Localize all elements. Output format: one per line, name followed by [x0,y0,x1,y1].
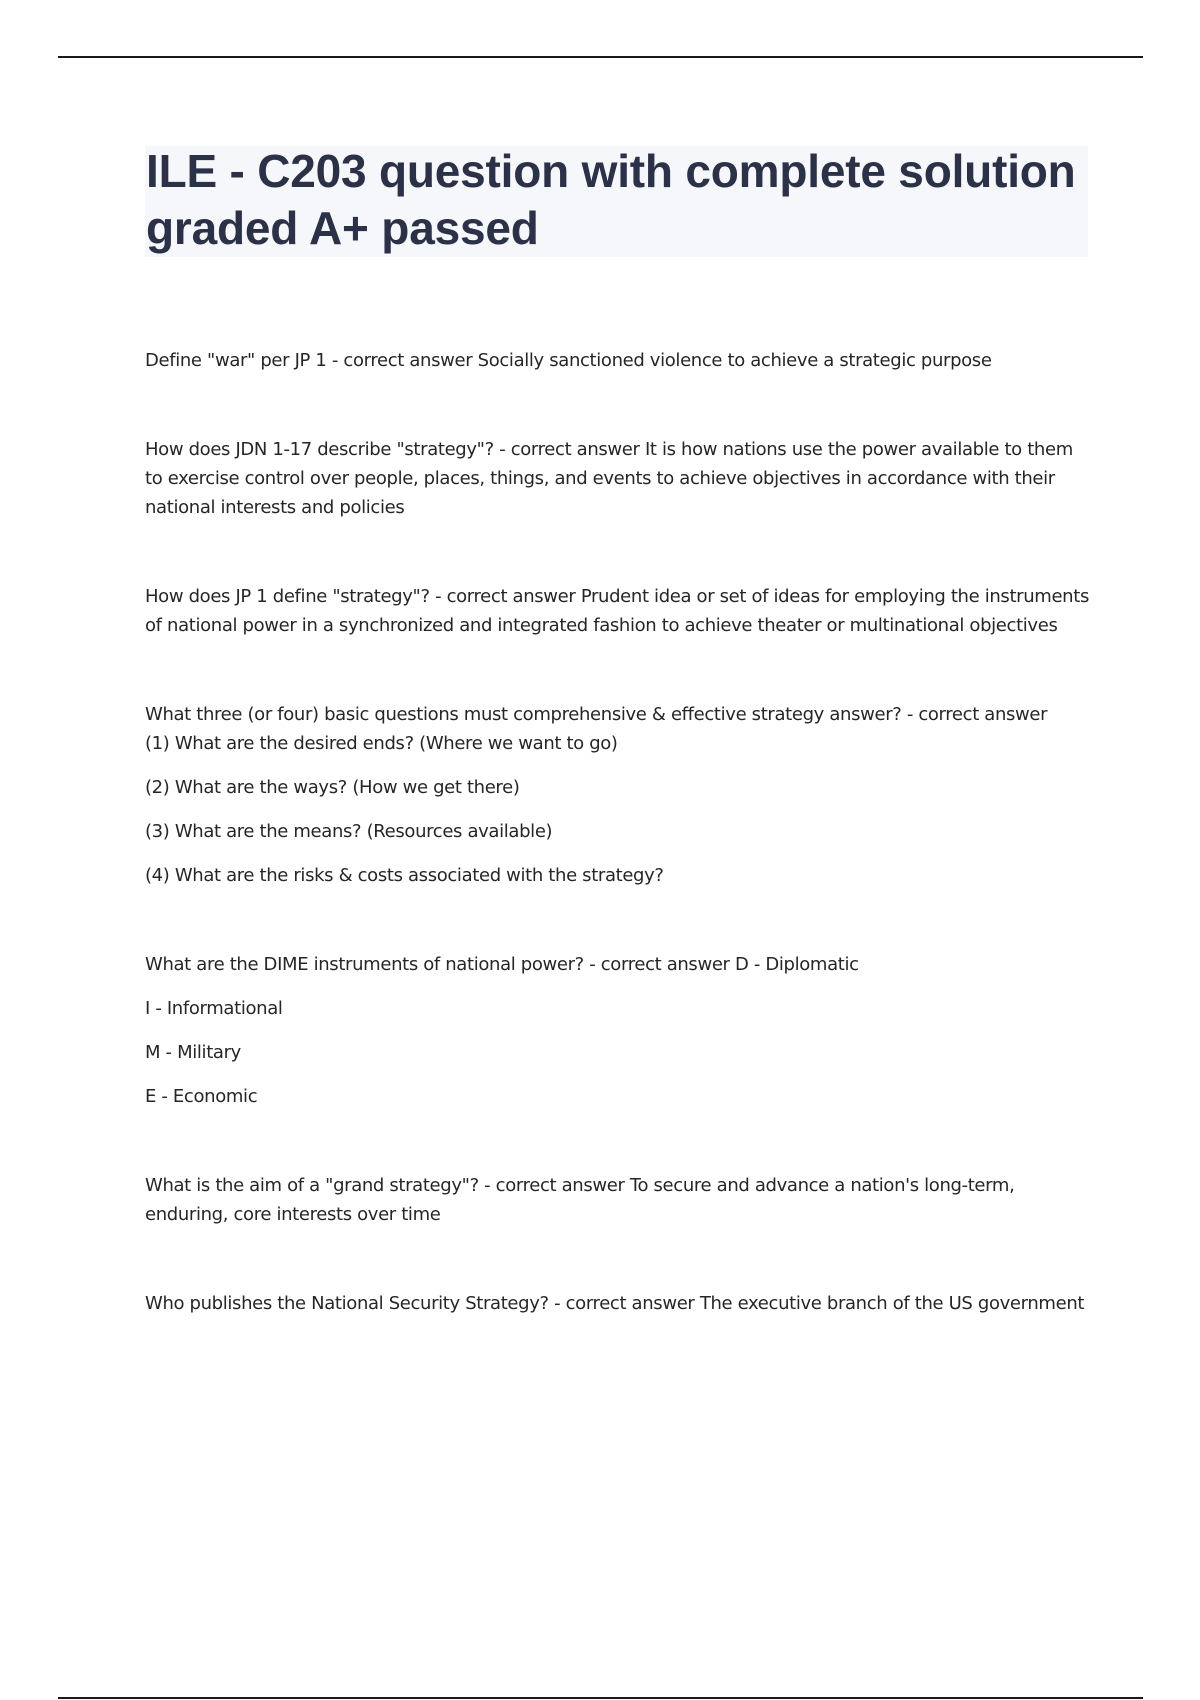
qa-text: What is the aim of a "grand strategy"? - correct answer To secure and advance a nation's long-term, enduring, core interests over time [145,1175,1015,1225]
qa-text: How does JDN 1-17 describe "strategy"? - correct answer It is how nations use the power available to them to exercise control over people, places, things, and events to achieve objectives in accordance with their national interests and policies [145,439,1073,518]
qa-item-jdn-strategy [145,435,1090,522]
qa-text: Who publishes the National Security Strategy? - correct answer The executive branch of the US government [145,1293,1085,1314]
qa-line: M - Military [145,1042,241,1063]
qa-line: (1) What are the desired ends? (Where we want to go) [145,733,618,754]
qa-text: How does JP 1 define "strategy"? - correct answer Prudent idea or set of ideas for employing the instruments of national power in a synchronized and integrated fashion to achieve theater or multinational objectives [145,586,1089,636]
qa-item-nss [145,1289,1090,1318]
qa-text: What three (or four) basic questions must comprehensive & effective strategy answer? - correct answer [145,704,1048,725]
qa-line: I - Informational [145,998,283,1019]
qa-item-grand-strategy [145,1171,1090,1229]
qa-item-dime [145,950,1090,1111]
top-rule [58,56,1143,58]
qa-item-jp1-strategy [145,582,1090,640]
qa-line: (3) What are the means? (Resources available) [145,821,553,842]
qa-text: Define "war" per JP 1 - correct answer Socially sanctioned violence to achieve a strategic purpose [145,350,992,371]
qa-line: E - Economic [145,1086,258,1107]
qa-item-basic-questions [145,700,1090,890]
document-title: ILE - C203 question with complete solution graded A+ passed [146,145,1076,254]
qa-item-war [145,346,1090,375]
qa-line: (4) What are the risks & costs associated with the strategy? [145,865,664,886]
bottom-rule [58,1697,1143,1699]
qa-line: (2) What are the ways? (How we get there) [145,777,520,798]
qa-list [145,346,1090,1378]
qa-text: What are the DIME instruments of national power? - correct answer D - Diplomatic [145,954,859,975]
